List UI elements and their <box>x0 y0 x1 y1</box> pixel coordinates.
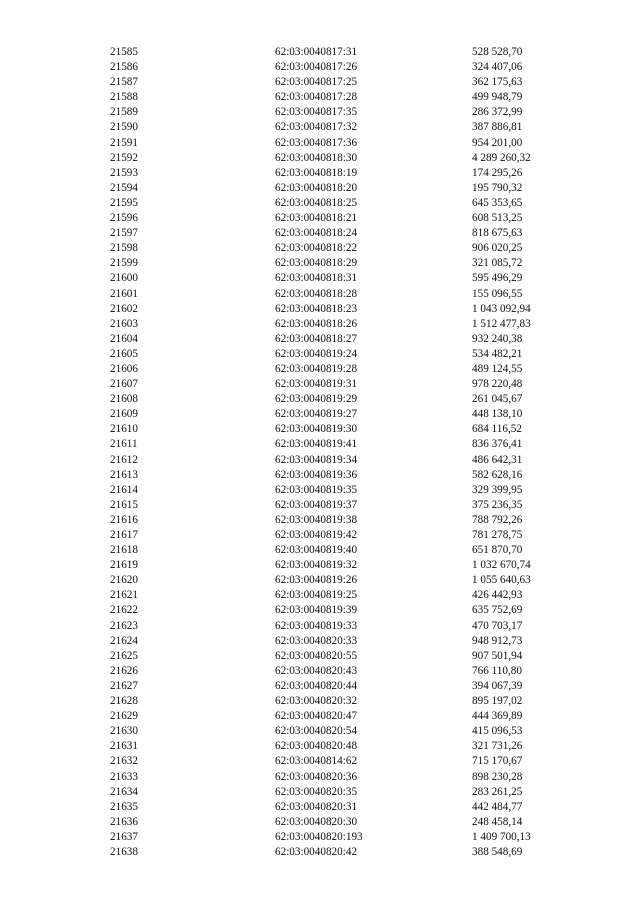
cadastral-number-cell: 62:03:0040819:32 <box>275 559 358 572</box>
table-row <box>110 196 572 211</box>
cadastral-number-cell: 62:03:0040819:38 <box>275 513 358 526</box>
table-row <box>110 453 572 468</box>
cadastral-value-cell: 1 409 700,13 <box>472 830 531 843</box>
table-row <box>110 724 572 739</box>
table-row <box>110 619 572 634</box>
row-number-cell: 21593 <box>110 166 138 179</box>
cadastral-value-cell: 528 528,70 <box>472 46 523 58</box>
row-number-cell: 21617 <box>110 529 138 541</box>
table-row <box>110 634 572 649</box>
row-number-cell: 21602 <box>110 302 138 315</box>
cadastral-number-cell: 62:03:0040820:43 <box>275 664 358 677</box>
cadastral-value-cell: 906 020,25 <box>472 242 523 255</box>
table-row <box>110 845 572 860</box>
cadastral-number-cell: 62:03:0040817:26 <box>275 61 358 74</box>
table-row <box>110 830 572 845</box>
cadastral-value-cell: 895 197,02 <box>472 695 523 708</box>
table-row <box>110 679 572 694</box>
table-row <box>110 528 572 543</box>
cadastral-value-cell: 362 175,63 <box>472 76 523 89</box>
row-number-cell: 21618 <box>110 544 138 557</box>
cadastral-number-cell: 62:03:0040818:19 <box>275 166 358 179</box>
cadastral-value-cell: 608 513,25 <box>472 212 523 225</box>
row-number-cell: 21626 <box>110 664 138 677</box>
cadastral-number-cell: 62:03:0040818:25 <box>275 196 358 209</box>
row-number-cell: 21615 <box>110 498 138 511</box>
cadastral-number-cell: 62:03:0040818:29 <box>275 257 358 270</box>
row-number-cell: 21619 <box>110 559 138 572</box>
row-number-cell: 21624 <box>110 634 138 647</box>
cadastral-number-cell: 62:03:0040819:31 <box>275 378 358 391</box>
table-row <box>110 302 572 317</box>
cadastral-number-cell: 62:03:0040817:31 <box>275 46 358 58</box>
cadastral-number-cell: 62:03:0040820:30 <box>275 815 358 828</box>
row-number-cell: 21601 <box>110 287 138 300</box>
table-row <box>110 392 572 407</box>
cadastral-value-cell: 766 110,80 <box>472 664 522 677</box>
cadastral-number-cell: 62:03:0040820:193 <box>275 830 363 843</box>
row-number-cell: 21628 <box>110 695 138 708</box>
cadastral-value-cell: 261 045,67 <box>472 393 523 406</box>
cadastral-value-cell: 645 353,65 <box>472 196 523 209</box>
cadastral-value-cell: 426 442,93 <box>472 589 523 602</box>
table-row <box>110 407 572 422</box>
cadastral-value-cell: 388 548,69 <box>472 845 523 858</box>
row-number-cell: 21608 <box>110 393 138 406</box>
cadastral-number-cell: 62:03:0040817:28 <box>275 91 358 104</box>
cadastral-number-cell: 62:03:0040817:32 <box>275 121 358 134</box>
row-number-cell: 21596 <box>110 212 138 225</box>
row-number-cell: 21589 <box>110 106 138 119</box>
cadastral-value-cell: 442 484,77 <box>472 800 523 813</box>
cadastral-value-cell: 836 376,41 <box>472 438 523 451</box>
table-row <box>110 151 572 166</box>
cadastral-value-cell: 534 482,21 <box>472 347 523 360</box>
table-row <box>110 75 572 90</box>
row-number-cell: 21614 <box>110 483 138 496</box>
row-number-cell: 21597 <box>110 227 138 240</box>
cadastral-number-cell: 62:03:0040818:23 <box>275 302 358 315</box>
cadastral-number-cell: 62:03:0040819:39 <box>275 604 358 617</box>
table-row <box>110 513 572 528</box>
cadastral-number-cell: 62:03:0040819:29 <box>275 393 358 406</box>
cadastral-number-cell: 62:03:0040818:22 <box>275 242 358 255</box>
cadastral-value-cell: 321 085,72 <box>472 257 523 270</box>
cadastral-number-cell: 62:03:0040820:35 <box>275 785 358 798</box>
cadastral-number-cell: 62:03:0040818:26 <box>275 317 358 330</box>
table-body <box>110 45 572 860</box>
cadastral-number-cell: 62:03:0040818:28 <box>275 287 358 300</box>
row-number-cell: 21631 <box>110 740 138 753</box>
table-row <box>110 664 572 679</box>
row-number-cell: 21603 <box>110 317 138 330</box>
row-number-cell: 21622 <box>110 604 138 617</box>
table-row <box>110 483 572 498</box>
cadastral-number-cell: 62:03:0040819:26 <box>275 574 358 587</box>
table-row <box>110 377 572 392</box>
row-number-cell: 21630 <box>110 725 138 738</box>
cadastral-number-cell: 62:03:0040819:36 <box>275 468 358 481</box>
cadastral-value-cell: 788 792,26 <box>472 513 523 526</box>
cadastral-value-cell: 715 170,67 <box>472 755 523 768</box>
row-number-cell: 21625 <box>110 649 138 662</box>
table-row <box>110 468 572 483</box>
cadastral-number-cell: 62:03:0040819:25 <box>275 589 358 602</box>
table-row <box>110 739 572 754</box>
cadastral-number-cell: 62:03:0040819:42 <box>275 529 358 541</box>
cadastral-value-cell: 781 278,75 <box>472 529 523 541</box>
table-row <box>110 271 572 286</box>
cadastral-number-cell: 62:03:0040819:27 <box>275 408 358 421</box>
table-row <box>110 573 572 588</box>
cadastral-value-table <box>110 45 572 860</box>
cadastral-number-cell: 62:03:0040820:32 <box>275 695 358 708</box>
cadastral-value-cell: 387 886,81 <box>472 121 523 134</box>
row-number-cell: 21627 <box>110 679 138 692</box>
table-row <box>110 800 572 815</box>
cadastral-number-cell: 62:03:0040817:35 <box>275 106 358 119</box>
row-number-cell: 21636 <box>110 815 138 828</box>
cadastral-value-cell: 155 096,55 <box>472 287 523 300</box>
cadastral-number-cell: 62:03:0040818:30 <box>275 151 358 164</box>
row-number-cell: 21606 <box>110 362 138 375</box>
row-number-cell: 21604 <box>110 332 138 345</box>
table-row <box>110 543 572 558</box>
cadastral-number-cell: 62:03:0040817:25 <box>275 76 358 89</box>
cadastral-number-cell: 62:03:0040820:31 <box>275 800 358 813</box>
cadastral-value-cell: 651 870,70 <box>472 544 523 557</box>
cadastral-value-cell: 635 752,69 <box>472 604 523 617</box>
table-row <box>110 90 572 105</box>
table-row <box>110 120 572 135</box>
row-number-cell: 21605 <box>110 347 138 360</box>
table-row <box>110 437 572 452</box>
row-number-cell: 21592 <box>110 151 138 164</box>
table-row <box>110 347 572 362</box>
table-row <box>110 558 572 573</box>
cadastral-number-cell: 62:03:0040819:35 <box>275 483 358 496</box>
cadastral-value-cell: 4 289 260,32 <box>472 151 531 164</box>
cadastral-value-cell: 1 512 477,83 <box>472 317 531 330</box>
table-row <box>110 362 572 377</box>
cadastral-number-cell: 62:03:0040820:36 <box>275 770 358 783</box>
row-number-cell: 21599 <box>110 257 138 270</box>
cadastral-value-cell: 1 032 670,74 <box>472 559 531 572</box>
cadastral-value-cell: 1 055 640,63 <box>472 574 531 587</box>
cadastral-value-cell: 174 295,26 <box>472 166 523 179</box>
row-number-cell: 21632 <box>110 755 138 768</box>
cadastral-number-cell: 62:03:0040818:24 <box>275 227 358 240</box>
cadastral-value-cell: 489 124,55 <box>472 362 523 375</box>
row-number-cell: 21587 <box>110 76 138 89</box>
row-number-cell: 21635 <box>110 800 138 813</box>
cadastral-value-cell: 948 912,73 <box>472 634 523 647</box>
cadastral-number-cell: 62:03:0040819:41 <box>275 438 358 451</box>
cadastral-value-cell: 329 399,95 <box>472 483 523 496</box>
row-number-cell: 21610 <box>110 423 138 436</box>
cadastral-value-cell: 1 043 092,94 <box>472 302 531 315</box>
cadastral-number-cell: 62:03:0040819:24 <box>275 347 358 360</box>
row-number-cell: 21637 <box>110 830 138 843</box>
table-row <box>110 136 572 151</box>
row-number-cell: 21613 <box>110 468 138 481</box>
cadastral-number-cell: 62:03:0040817:36 <box>275 136 358 149</box>
cadastral-number-cell: 62:03:0040814:62 <box>275 755 358 768</box>
table-row <box>110 287 572 302</box>
cadastral-value-cell: 248 458,14 <box>472 815 523 828</box>
row-number-cell: 21629 <box>110 710 138 723</box>
cadastral-number-cell: 62:03:0040820:54 <box>275 725 358 738</box>
cadastral-value-cell: 818 675,63 <box>472 227 523 240</box>
table-row <box>110 45 572 60</box>
row-number-cell: 21590 <box>110 121 138 134</box>
cadastral-number-cell: 62:03:0040819:40 <box>275 544 358 557</box>
cadastral-number-cell: 62:03:0040820:48 <box>275 740 358 753</box>
cadastral-number-cell: 62:03:0040818:21 <box>275 212 358 225</box>
cadastral-value-cell: 684 116,52 <box>472 423 522 436</box>
table-row <box>110 422 572 437</box>
table-row <box>110 588 572 603</box>
cadastral-value-cell: 324 407,06 <box>472 61 523 74</box>
cadastral-value-cell: 444 369,89 <box>472 710 523 723</box>
cadastral-number-cell: 62:03:0040819:37 <box>275 498 358 511</box>
cadastral-value-cell: 286 372,99 <box>472 106 523 119</box>
cadastral-value-cell: 283 261,25 <box>472 785 523 798</box>
table-row <box>110 770 572 785</box>
row-number-cell: 21634 <box>110 785 138 798</box>
row-number-cell: 21591 <box>110 136 138 149</box>
row-number-cell: 21620 <box>110 574 138 587</box>
row-number-cell: 21588 <box>110 91 138 104</box>
cadastral-value-cell: 898 230,28 <box>472 770 523 783</box>
cadastral-value-cell: 907 501,94 <box>472 649 523 662</box>
row-number-cell: 21609 <box>110 408 138 421</box>
cadastral-value-cell: 582 628,16 <box>472 468 523 481</box>
row-number-cell: 21586 <box>110 61 138 74</box>
table-row <box>110 226 572 241</box>
cadastral-number-cell: 62:03:0040820:55 <box>275 649 358 662</box>
row-number-cell: 21607 <box>110 378 138 391</box>
table-row <box>110 603 572 618</box>
cadastral-value-cell: 978 220,48 <box>472 378 523 391</box>
row-number-cell: 21616 <box>110 513 138 526</box>
row-number-cell: 21621 <box>110 589 138 602</box>
cadastral-number-cell: 62:03:0040820:33 <box>275 634 358 647</box>
table-row <box>110 166 572 181</box>
cadastral-value-cell: 394 067,39 <box>472 679 523 692</box>
row-number-cell: 21598 <box>110 242 138 255</box>
row-number-cell: 21600 <box>110 272 138 285</box>
row-number-cell: 21623 <box>110 619 138 632</box>
cadastral-number-cell: 62:03:0040818:27 <box>275 332 358 345</box>
cadastral-number-cell: 62:03:0040819:34 <box>275 453 358 466</box>
cadastral-value-cell: 321 731,26 <box>472 740 523 753</box>
cadastral-value-cell: 448 138,10 <box>472 408 523 421</box>
cadastral-value-cell: 954 201,00 <box>472 136 523 149</box>
cadastral-number-cell: 62:03:0040818:20 <box>275 181 358 194</box>
table-row <box>110 694 572 709</box>
table-row <box>110 754 572 769</box>
cadastral-number-cell: 62:03:0040820:42 <box>275 845 358 858</box>
table-row <box>110 60 572 75</box>
cadastral-number-cell: 62:03:0040819:30 <box>275 423 358 436</box>
table-row <box>110 815 572 830</box>
row-number-cell: 21638 <box>110 845 138 858</box>
row-number-cell: 21595 <box>110 196 138 209</box>
table-row <box>110 649 572 664</box>
table-row <box>110 498 572 513</box>
table-row <box>110 332 572 347</box>
cadastral-value-cell: 499 948,79 <box>472 91 523 104</box>
cadastral-value-cell: 415 096,53 <box>472 725 523 738</box>
row-number-cell: 21612 <box>110 453 138 466</box>
cadastral-number-cell: 62:03:0040819:33 <box>275 619 358 632</box>
cadastral-number-cell: 62:03:0040819:28 <box>275 362 358 375</box>
table-row <box>110 785 572 800</box>
row-number-cell: 21585 <box>110 46 138 58</box>
table-row <box>110 241 572 256</box>
cadastral-value-cell: 486 642,31 <box>472 453 523 466</box>
table-row <box>110 105 572 120</box>
cadastral-value-cell: 595 496,29 <box>472 272 523 285</box>
table-row <box>110 317 572 332</box>
cadastral-number-cell: 62:03:0040818:31 <box>275 272 358 285</box>
table-row <box>110 256 572 271</box>
cadastral-value-cell: 470 703,17 <box>472 619 523 632</box>
cadastral-value-cell: 375 236,35 <box>472 498 523 511</box>
table-row <box>110 709 572 724</box>
table-row <box>110 181 572 196</box>
cadastral-number-cell: 62:03:0040820:47 <box>275 710 358 723</box>
table-row <box>110 211 572 226</box>
row-number-cell: 21594 <box>110 181 138 194</box>
row-number-cell: 21611 <box>110 438 138 451</box>
cadastral-value-cell: 195 790,32 <box>472 181 523 194</box>
cadastral-number-cell: 62:03:0040820:44 <box>275 679 358 692</box>
cadastral-value-cell: 932 240,38 <box>472 332 523 345</box>
row-number-cell: 21633 <box>110 770 138 783</box>
